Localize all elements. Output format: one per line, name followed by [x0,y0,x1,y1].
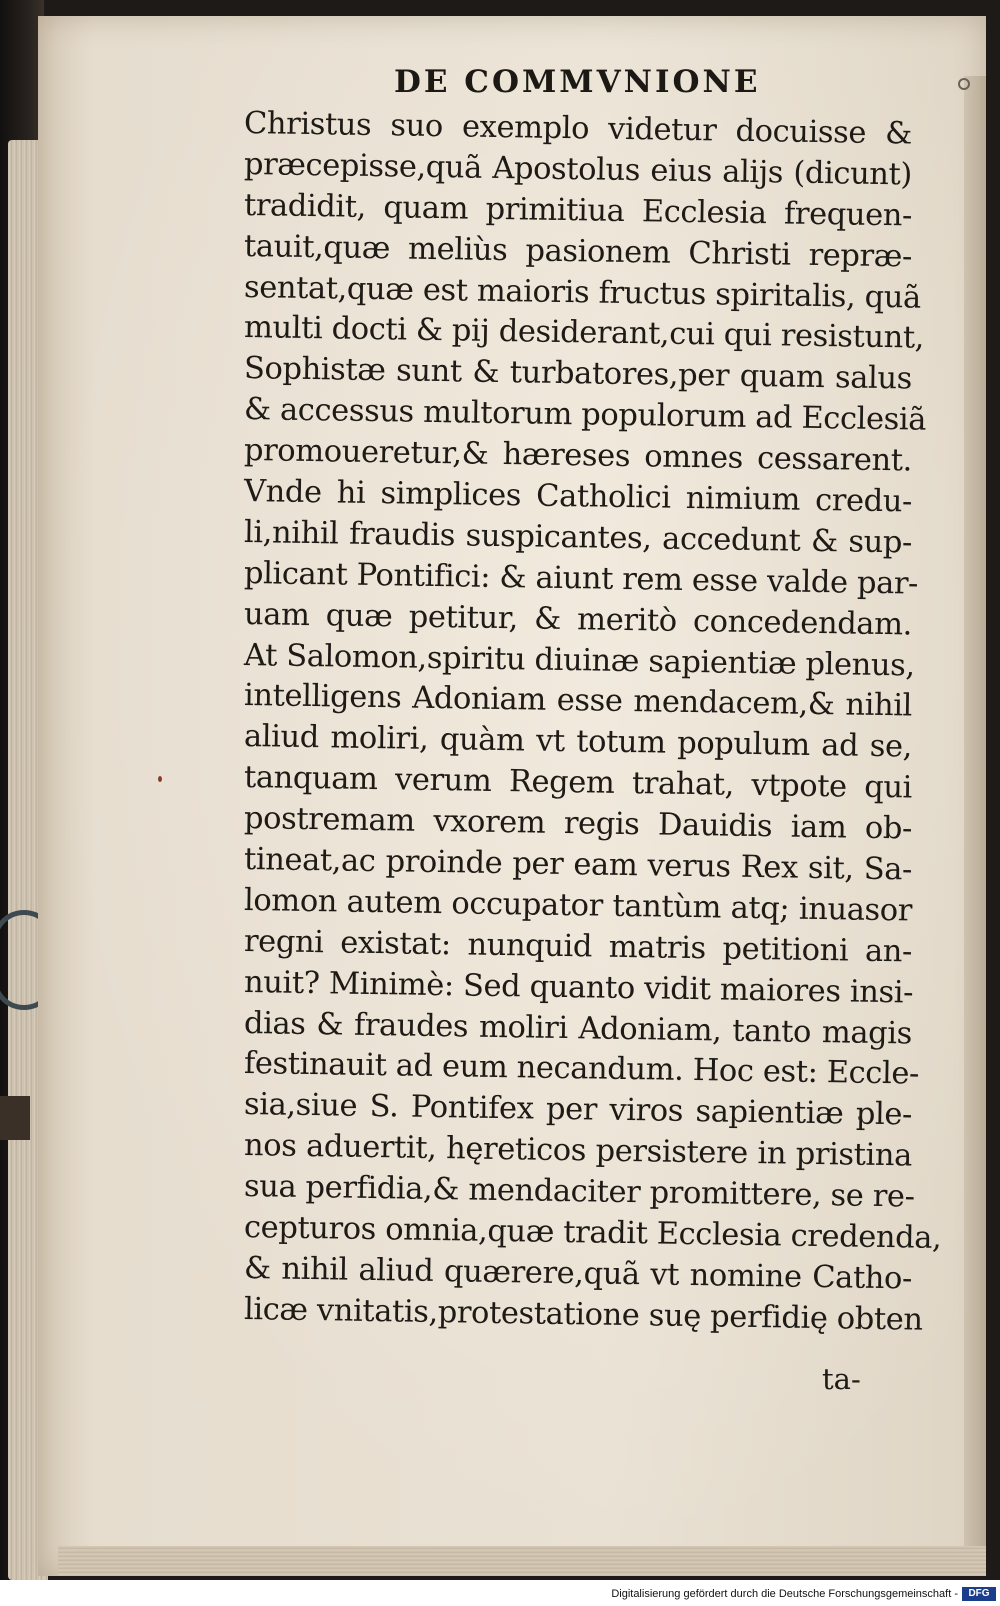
running-header: DE COMMVNIONE [394,64,761,100]
text-line: Christus suo exemplo videtur docuisse & [243,106,913,152]
text-line: li,nihil fraudis suspicantes, accedunt & sup- [243,514,913,561]
page-right-edge [964,76,986,1556]
paper-speck [158,776,162,782]
text-line: nuit? Minimè: Sed quanto vidit maiores insi- [243,964,914,1011]
text-line: plicant Pontifici: & aiunt rem esse valde par- [243,555,919,602]
text-line: lomon autem occupator tantùm atq; inuasor [243,882,913,929]
text-line: tauit,quæ meliùs pasionem Christi repræ- [243,228,913,275]
page-bottom-edge [58,1546,986,1576]
text-line: postremam vxorem regis Dauidis iam ob- [243,801,913,847]
text-line: sua perfidia,& mendaciter promittere, se re- [243,1169,915,1215]
text-line: cepturos omnia,quæ tradit Ecclesia credenda, [243,1210,942,1256]
page-marker-circle [958,78,970,90]
text-line: At Salomon,spiritu diuinæ sapientiæ plenus, [243,637,915,684]
text-line: & accessus multorum populorum ad Ecclesiã [243,392,927,438]
text-line: regni existat: nunquid matris petitioni an- [243,923,913,970]
text-line: licæ vnitatis,protestatione suę perfidię obten [243,1291,923,1338]
funding-credit: Digitalisierung gefördert durch die Deutsche Forschungsgemeinschaft - [611,1588,958,1600]
text-line: Vnde hi simplices Catholici nimium credu- [243,474,913,520]
text-line: festinauit ad eum necandum. Hoc est: Eccle- [243,1046,920,1093]
bookmark-tab [0,1096,30,1140]
text-line: multi docti & pij desiderant,cui qui resistunt, [243,310,925,357]
text-line: aliud moliri, quàm vt totum populum ad se, [243,719,913,765]
text-line: tradidit, quam primitiua Ecclesia frequen- [243,187,913,234]
text-line: præcepisse,quã Apostolus eius alijs (dicunt) [243,146,913,193]
body-text [243,104,942,1338]
text-line: uam quæ petitur, & meritò concedendam. [243,596,913,643]
text-line: intelligens Adoniam esse mendacem,& nihil [243,678,913,724]
footer-bar [0,1580,1000,1606]
text-line: sia,siue S. Pontifex per viros sapientiæ ple- [243,1087,913,1133]
text-line: tanquam verum Regem trahat, vtpote qui [243,760,913,806]
catchword: ta- [822,1362,861,1396]
dfg-logo: DFG [962,1587,996,1601]
text-line: tineat,ac proinde per eam verus Rex sit, Sa- [243,842,913,888]
text-line: Sophistæ sunt & turbatores,per quam salus [243,351,913,397]
text-line: sentat,quæ est maioris fructus spiritalis, quã [243,269,922,316]
text-line: & nihil aliud quærere,quã vt nomine Catho- [243,1250,913,1297]
text-line: nos aduertit, hęreticos persistere in pristina [243,1128,913,1174]
text-line: promoueretur,& hæreses omnes cessarent. [243,433,913,479]
text-line: dias & fraudes moliri Adoniam, tanto magis [243,1005,913,1052]
